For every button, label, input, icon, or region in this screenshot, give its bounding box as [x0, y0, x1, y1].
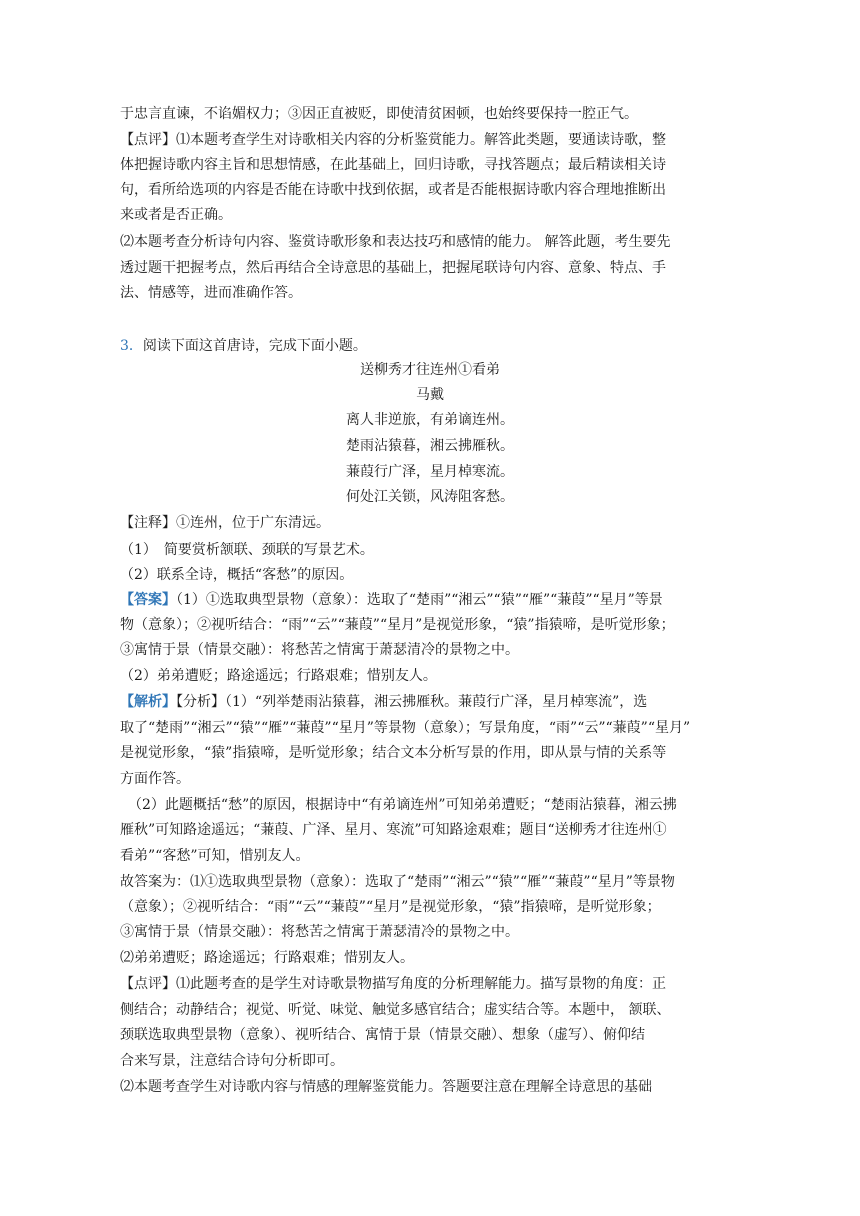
question-number: 3． [120, 338, 143, 354]
answer-line: ③寓情于景（情景交融）：将愁苦之情寓于萧瑟清冷的景物之中。 [120, 642, 519, 658]
analysis-line [120, 692, 740, 712]
analysis-line: 取了“楚雨”“湘云”“猿”“雁”“蒹葭”“星月”等景物（意象）；写景角度，“雨”“云”“蒹葭”“星月” [120, 720, 691, 736]
comment-line: 来或者是否正确。 [120, 207, 232, 223]
comment-line: ⑵本题考查分析诗句内容、鉴赏诗歌形象和表达技巧和感情的能力。 解答此题，考生要先 [120, 234, 671, 250]
comment-line: 【点评】⑴此题考查的是学生对诗歌景物描写角度的分析理解能力。描写景物的角度：正 [120, 976, 666, 992]
answer-label: 【答案】 [120, 592, 176, 608]
comment-line: 合来写景，注意结合诗句分析即可。 [120, 1053, 344, 1069]
notes-line [120, 513, 740, 533]
comment-line: ⑵本题考查学生对诗歌内容与情感的理解鉴赏能力。答题要注意在理解全诗意思的基础 [120, 1079, 652, 1095]
poem-verse: 离人非逆旅，有弟谪连州。 [346, 412, 514, 428]
answer-line [120, 590, 740, 610]
analysis-line: 方面作答。 [120, 771, 190, 787]
comment-line: 侧结合；动静结合；视觉、听觉、味觉、触觉多感官结合；虚实结合等。本题中， 颔联、 [120, 1002, 671, 1018]
analysis-line: （2）此题概括“愁”的原因，根据诗中“有弟谪连州”可知弟弟遭贬；“楚雨沾猿暮，湘云拂 [128, 797, 677, 813]
analysis-line: （意象）；②视听结合：“雨”“云”“蒹葭”“星月”是视觉形象，“猿”指猿啼，是听觉形象； [120, 899, 661, 915]
text-line: 于忠言直谏，不谄媚权力；③因正直被贬，即使清贫困顿，也始终要保持一腔正气。 [120, 106, 638, 122]
comment-line: 颈联选取典型景物（意象）、视听结合、寓情于景（情景交融）、想象（虚写）、俯仰结 [120, 1027, 645, 1043]
analysis-label: 【解析】 [120, 694, 176, 710]
sub-question: （2）联系全诗，概括“客愁”的原因。 [120, 567, 354, 583]
poem-author: 马戴 [416, 387, 444, 403]
notes-text: ①连州，位于广东清远。 [176, 515, 330, 531]
question-heading [120, 336, 740, 356]
comment-line: 【点评】⑴本题考查学生对诗歌相关内容的分析鉴赏能力。解答此类题，要通读诗歌，整 [120, 132, 666, 148]
poem-verse: 楚雨沾猿暮，湘云拂雁秋。 [346, 438, 514, 454]
comment-line: 句，看所给选项的内容是否能在诗歌中找到依据，或者是否能根据诗歌内容合理地推断出 [120, 182, 666, 198]
analysis-line: ⑵弟弟遭贬；路途遥远；行路艰难；惜别友人。 [120, 950, 414, 966]
comment-line: 法、情感等，进而准确作答。 [120, 285, 302, 301]
poem-verse: 何处江关锁，风涛阻客愁。 [346, 489, 514, 505]
analysis-text: 【分析】（1）“列举楚雨沾猿暮，湘云拂雁秋。蒹葭行广泽，星月棹寒流”，选 [176, 694, 648, 710]
sub-question: （1） 简要赏析颔联、颈联的写景艺术。 [120, 542, 374, 558]
notes-label: 【注释】 [120, 515, 176, 531]
analysis-line: 故答案为：⑴①选取典型景物（意象）：选取了“楚雨”“湘云”“猿”“雁”“蒹葭”“星月”等景物 [120, 874, 675, 890]
analysis-line: ③寓情于景（情景交融）：将愁苦之情寓于萧瑟清冷的景物之中。 [120, 924, 519, 940]
poem-title: 送柳秀才往连州①看弟 [360, 362, 500, 378]
poem-verse: 蒹葭行广泽，星月棹寒流。 [346, 464, 514, 480]
comment-line: 体把握诗歌内容主旨和思想情感，在此基础上，回归诗歌，寻找答题点；最后精读相关诗 [120, 157, 666, 173]
answer-line: 物（意象）；②视听结合：“雨”“云”“蒹葭”“星月”是视觉形象，“猿”指猿啼，是听觉形象； [120, 617, 675, 633]
analysis-line: 看弟”“客愁”可知，惜别友人。 [120, 848, 310, 864]
comment-line: 透过题干把握考点，然后再结合全诗意思的基础上，把握尾联诗句内容、意象、特点、手 [120, 260, 666, 276]
answer-line: （2）弟弟遭贬；路途遥远；行路艰难；惜别友人。 [120, 668, 437, 684]
answer-text: （1）①选取典型景物（意象）：选取了“楚雨”“湘云”“猿”“雁”“蒹葭”“星月”等景 [176, 592, 663, 608]
question-prompt: 阅读下面这首唐诗，完成下面小题。 [142, 338, 367, 354]
analysis-line: 是视觉形象，“猿”指猿啼，是听觉形象；结合文本分析写景的作用，即从景与情的关系等 [120, 745, 667, 761]
analysis-line: 雁秋”可知路途遥远；“蒹葭、广泽、星月、寒流”可知路途艰难；题目“送柳秀才往连州① [120, 822, 667, 838]
